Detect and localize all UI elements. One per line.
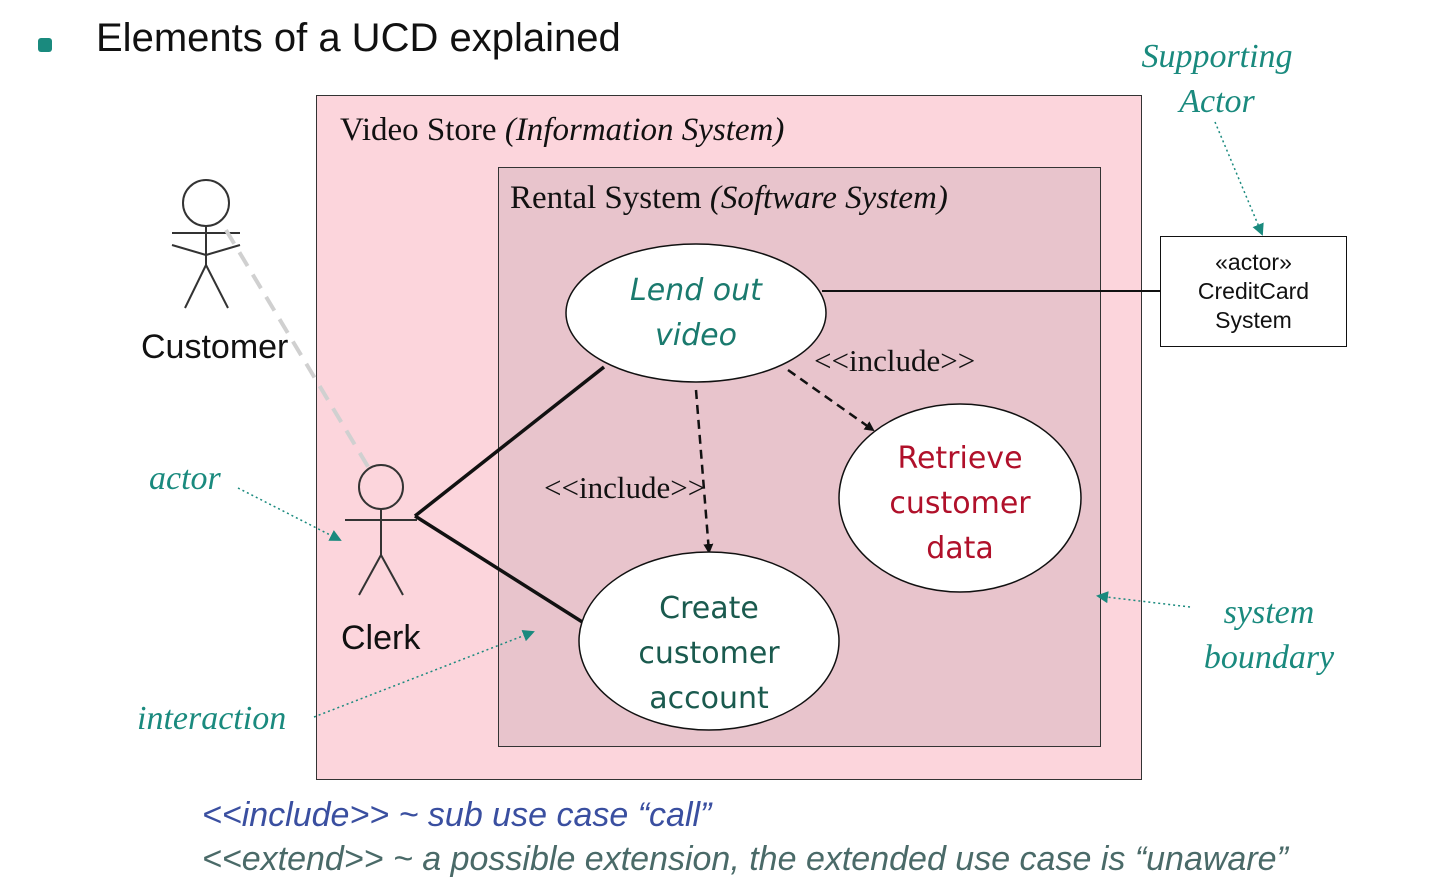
customer-label: Customer <box>141 328 289 366</box>
clerk-label: Clerk <box>341 619 421 657</box>
system-boundary-pointer <box>1098 596 1190 607</box>
video-store-title: Video Store (Information System) <box>340 112 785 148</box>
use-case-retrieve-text: Retrieve customer data <box>889 441 1031 566</box>
include-arrow-retrieve <box>788 370 873 430</box>
actor-pointer <box>238 488 340 540</box>
actor-annotation: actor <box>149 460 221 497</box>
use-case-lend-text: Lend out video <box>630 273 762 353</box>
include-footnote: <<include>> ~ sub use case “call” <box>202 796 712 834</box>
creditcard-system-actor-box <box>1160 236 1347 347</box>
actor-stereotype: «actor» <box>1215 249 1292 275</box>
supporting-actor-pointer <box>1215 122 1262 234</box>
rental-system-title: Rental System (Software System) <box>510 180 948 216</box>
clerk-stick-figure <box>345 465 417 595</box>
interaction-annotation: interaction <box>137 700 287 737</box>
extend-footnote: <<extend>> ~ a possible extension, the extended use case is “unaware” <box>202 840 1288 878</box>
supporting-actor-annotation: Supporting Actor <box>1141 38 1293 120</box>
system-boundary-annotation: system boundary <box>1203 594 1335 676</box>
actor-box-line2: System <box>1215 307 1292 333</box>
slide-heading: Elements of a UCD explained <box>96 16 621 60</box>
include-label-right: <<include>> <box>814 343 976 378</box>
customer-stick-figure <box>172 180 240 308</box>
actor-box-line1: CreditCard <box>1197 278 1310 304</box>
clerk-create-interaction <box>415 516 606 637</box>
include-label-down: <<include>> <box>544 470 706 505</box>
use-case-create-text: Create customer account <box>638 591 780 716</box>
